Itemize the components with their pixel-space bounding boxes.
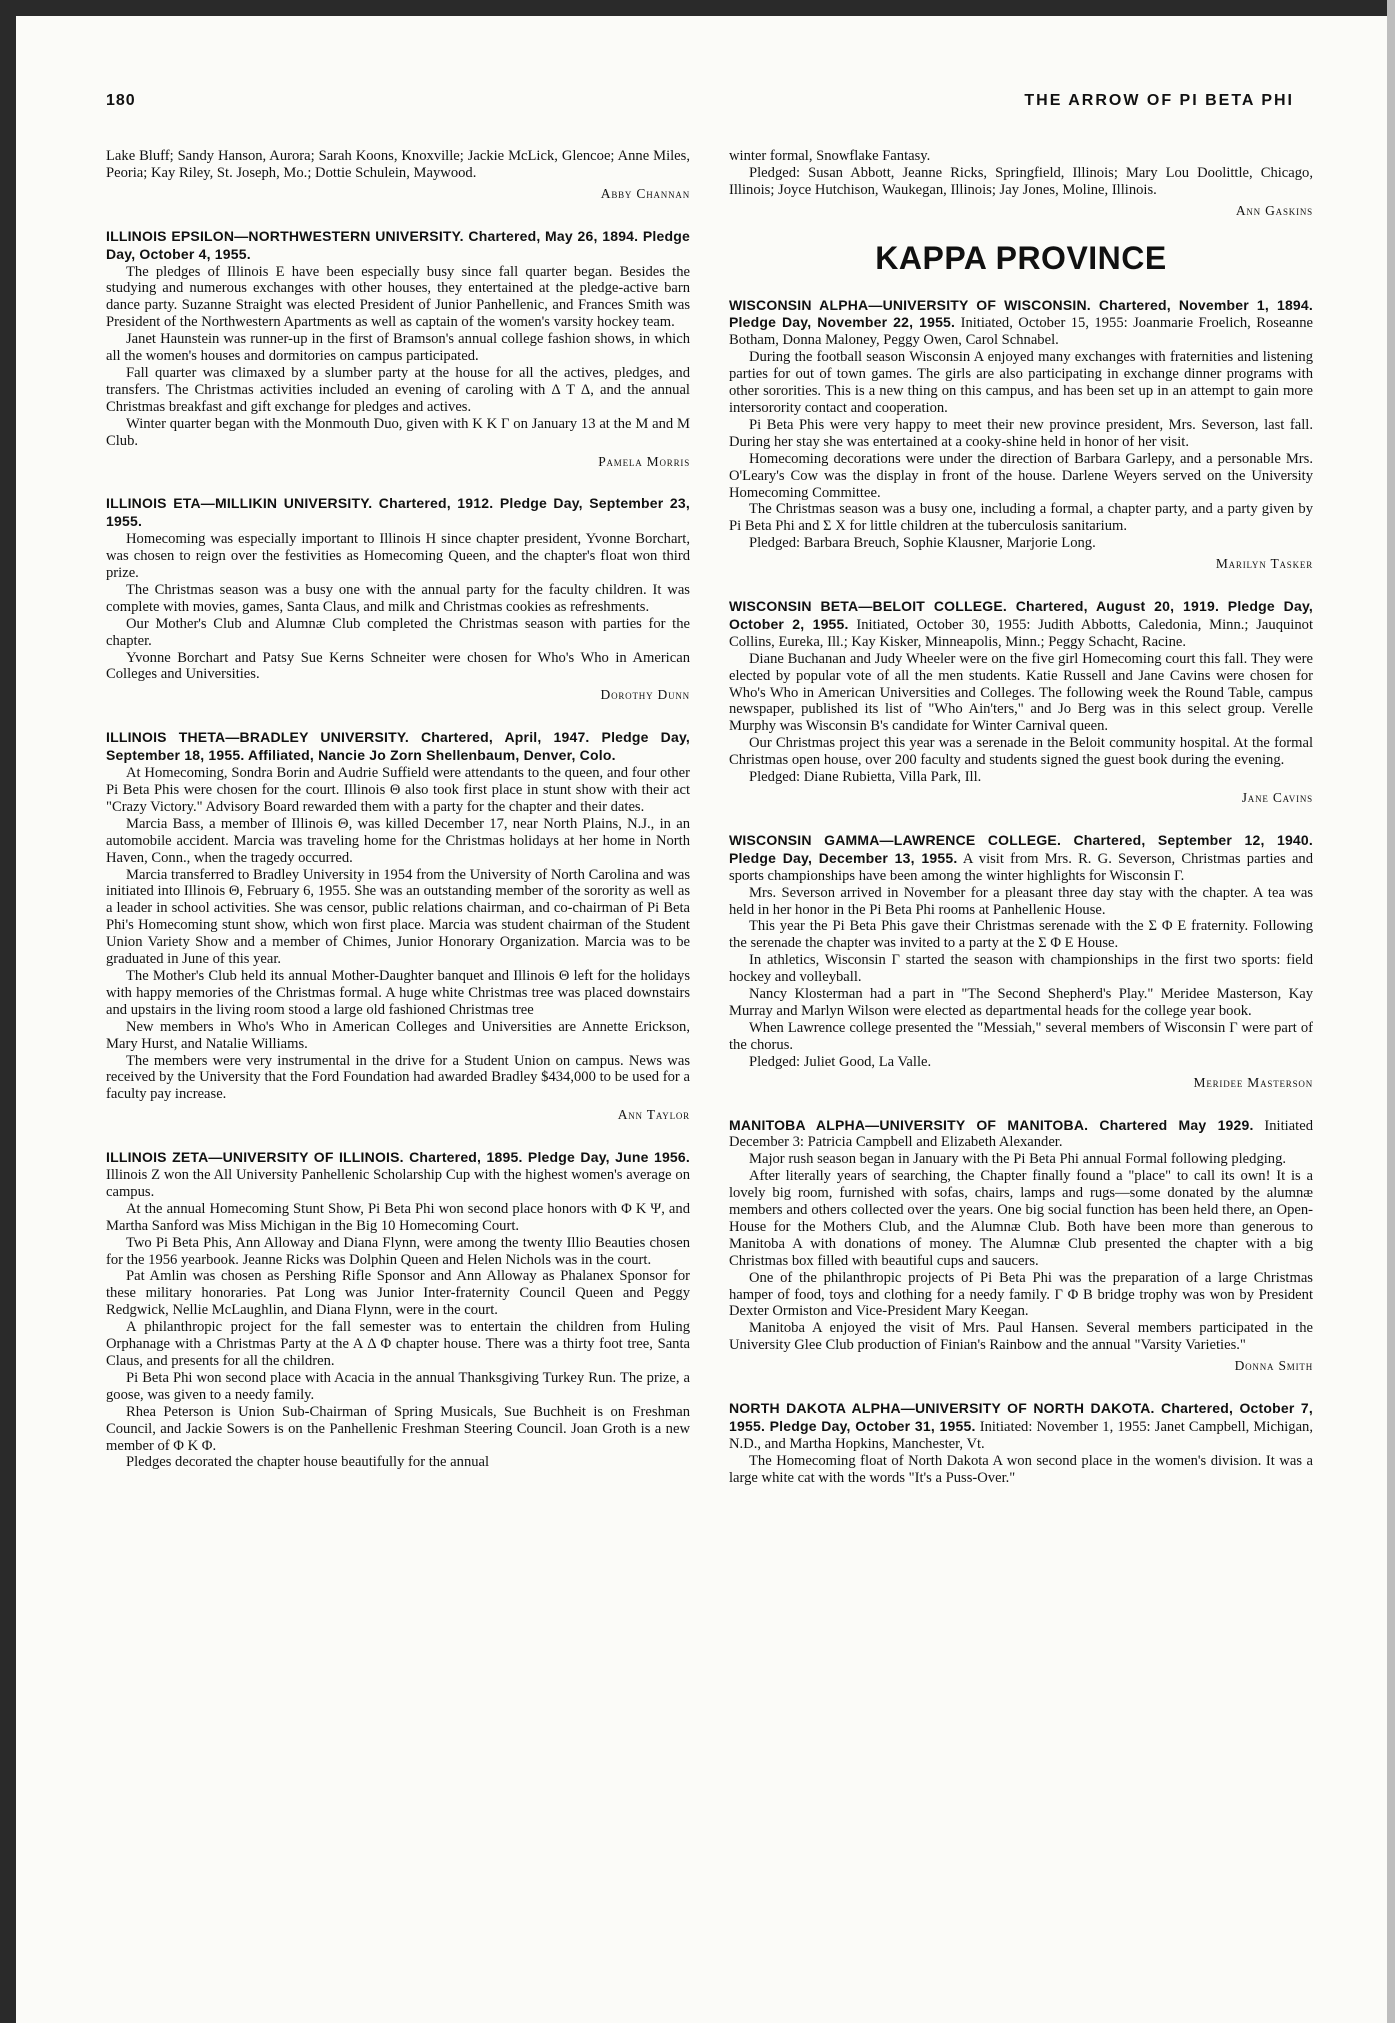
chapter-signature: Donna Smith	[1234, 1358, 1313, 1374]
chapter-paragraph: One of the philanthropic projects of Pi Beta Phi was the preparation of a large Christmas hamper of food, toys and clothing for a needy family. Γ Φ B bridge trophy was won by President Dexter Ormiston and Vice-President Mary Keegan.	[729, 1269, 1313, 1320]
chapter-manitoba-alpha	[729, 1117, 1313, 1376]
chapter-paragraph: Marcia transferred to Bradley University in 1954 from the University of North Carolina and was initiated into Illinois Θ, February 6, 1955. She was an outstanding member of the sorority as well as a leader in school activities. She was censor, public relations chairman, and co-chairman of Pi Beta Phi's Homecoming stunt show, which won first place. Marcia was student chairman of the Student Union Variety Show and a member of Chimes, Junior Honorary Organization. Marcia was to be graduated in June of this year.	[106, 866, 690, 968]
chapter-signature: Dorothy Dunn	[600, 687, 690, 703]
chapter-paragraph: Manitoba A enjoyed the visit of Mrs. Paul Hansen. Several members participated in the University Glee Club production of Finian's Rainbow and the annual "Varsity Varieties."	[729, 1320, 1313, 1354]
chapter-signature: Marilyn Tasker	[1215, 556, 1313, 572]
chapter-paragraph: Marcia Bass, a member of Illinois Θ, was killed December 17, near North Plains, N.J., in an automobile accident. Marcia was traveling home for the Christmas holidays at her home in North Haven, Conn., when the tragedy occurred.	[106, 815, 690, 866]
chapter-paragraph: Our Mother's Club and Alumnæ Club completed the Christmas season with parties for the chapter.	[106, 615, 690, 649]
chapter-heading: WISCONSIN BETA—BELOIT COLLEGE. Chartered, August 20, 1919. Pledge Day, October 2, 1955. Initiated, October 30, 1955: Judith Abbotts, Caledonia, Minn.; Jauquinot Collins, Eureka, Ill.; Kay Kisker, Minneapolis, Minn.; Peggy Schacht, Racine.	[729, 598, 1313, 650]
chapter-heading: MANITOBA ALPHA—UNIVERSITY OF MANITOBA. Chartered May 1929. Initiated December 3: Patricia Campbell and Elizabeth Alexander.	[729, 1116, 1313, 1151]
chapter-illinois-theta	[106, 729, 690, 1124]
chapter-illinois-epsilon	[106, 228, 690, 471]
chapter-paragraph: During the football season Wisconsin A enjoyed many exchanges with fraternities and listening parties for out of town games. The girls are also participating in exchange dinner programs with other sororities. This is a new thing on this campus, and has been set up in an attempt to gain more intersorority contact and cooperation.	[729, 349, 1313, 416]
chapter-wisconsin-alpha	[729, 297, 1313, 574]
chapter-heading: ILLINOIS ETA—MILLIKIN UNIVERSITY. Chartered, 1912. Pledge Day, September 23, 1955.	[106, 495, 690, 530]
chapter-paragraph: At Homecoming, Sondra Borin and Audrie Suffield were attendants to the queen, and four other Pi Beta Phis were chosen for the court. Illinois Θ also took first place in stunt show with their act "Crazy Victory." Advisory Board rewarded them with a party for the chapter and their dates.	[106, 765, 690, 815]
chapter-heading: WISCONSIN GAMMA—LAWRENCE COLLEGE. Chartered, September 12, 1940. Pledge Day, December 13, 1955. A visit from Mrs. R. G. Severson, Christmas parties and sports championships have been among the winter highlights for Wisconsin Γ.	[729, 831, 1313, 884]
chapter-paragraph: This year the Pi Beta Phis gave their Christmas serenade with the Σ Φ E fraternity. Following the serenade the chapter was invited to a party at the Σ Φ E House.	[729, 918, 1313, 952]
chapter-paragraph: The members were very instrumental in the drive for a Student Union on campus. News was received by the University that the Ford Foundation had awarded Bradley $434,000 to be used for a faculty pay increase.	[106, 1052, 690, 1103]
left-column	[106, 148, 690, 1471]
chapter-paragraph: At the annual Homecoming Stunt Show, Pi Beta Phi won second place honors with Φ K Ψ, and Martha Sanford was Miss Michigan in the Big 10 Homecoming Court.	[106, 1200, 690, 1234]
left-intro-signature: Abby Channan	[600, 185, 690, 201]
publication-title: THE ARROW OF PI BETA PHI	[1024, 92, 1294, 109]
chapter-paragraph: Homecoming was especially important to Illinois H since chapter president, Yvonne Borchart, was chosen to reign over the festivities as Homecoming Queen, and the chapter's float won third prize.	[106, 531, 690, 582]
chapter-paragraph: Nancy Klosterman had a part in "The Second Shepherd's Play." Meridee Masterson, Kay Murray and Marlyn Wilson were elected as departmental heads for the college year book.	[729, 986, 1313, 1019]
chapter-paragraph: Winter quarter began with the Monmouth Duo, given with K K Γ on January 13 at the M and M Club.	[106, 415, 690, 449]
chapter-paragraph: The Christmas season was a busy one, including a formal, a chapter party, and a party given by Pi Beta Phi and Σ X for little children at the tuberculosis sanitarium.	[729, 501, 1313, 535]
chapter-paragraph: Fall quarter was climaxed by a slumber party at the house for all the actives, pledges, and transfers. The Christmas activities included an evening of caroling with Δ T Δ, and the annual Christmas breakfast and gift exchange for pledges and actives.	[106, 364, 690, 415]
chapter-paragraph: Pledged: Barbara Breuch, Sophie Klausner, Marjorie Long.	[749, 535, 1096, 552]
right-intro-pledged: Pledged: Susan Abbott, Jeanne Ricks, Springfield, Illinois; Mary Lou Doolittle, Chicago, Illinois; Joyce Hutchison, Waukegan, Illinois; Jay Jones, Moline, Illinois.	[729, 164, 1313, 198]
chapter-paragraph: Janet Haunstein was runner-up in the first of Bramson's annual college fashion shows, in which all the women's houses and dormitories on campus participated.	[106, 331, 690, 365]
scan-border-left	[0, 0, 16, 2023]
chapter-heading: ILLINOIS THETA—BRADLEY UNIVERSITY. Chartered, April, 1947. Pledge Day, September 18, 1955. Affiliated, Nancie Jo Zorn Shellenbaum, Denver, Colo.	[106, 729, 690, 764]
chapter-paragraph: Major rush season began in January with the Pi Beta Phi annual Formal following pledging.	[749, 1151, 1287, 1168]
chapter-paragraph: The Christmas season was a busy one with the annual party for the faculty children. It was complete with movies, games, Santa Claus, and milk and Christmas cookies as refreshments.	[106, 581, 690, 615]
right-intro: winter formal, Snowflake Fantasy.	[729, 148, 931, 164]
chapter-paragraph: Pi Beta Phi won second place with Acacia in the annual Thanksgiving Turkey Run. The prize, a goose, was given to a needy family.	[106, 1369, 690, 1403]
chapter-paragraph: In athletics, Wisconsin Γ started the season with championships in the first two sports: field hockey and volleyball.	[729, 952, 1313, 986]
chapter-illinois-eta	[106, 495, 690, 704]
page-number: 180	[106, 92, 136, 109]
chapter-heading: ILLINOIS ZETA—UNIVERSITY OF ILLINOIS. Chartered, 1895. Pledge Day, June 1956. Illinois Z won the All University Panhellenic Scholarship Cup with the highest women's average on campus.	[106, 1149, 690, 1200]
chapter-paragraph: Pat Amlin was chosen as Pershing Rifle Sponsor and Ann Alloway as Phalanex Sponsor for these military honoraries. Pat Long was Junior Inter-fraternity Council Queen and Peggy Redgwick, Nellie McLaughlin, and Diana Flynn, were in the court.	[106, 1268, 690, 1319]
chapter-paragraph: Pi Beta Phis were very happy to meet their new province president, Mrs. Severson, last fall. During her stay she was entertained at a cooky-shine held in honor of her visit.	[729, 416, 1313, 450]
chapter-paragraph: Our Christmas project this year was a serenade in the Beloit community hospital. At the formal Christmas open house, over 200 faculty and students signed the guest book during the evening.	[729, 735, 1313, 769]
scan-border-right	[1387, 0, 1395, 2023]
chapter-heading: NORTH DAKOTA ALPHA—UNIVERSITY OF NORTH DAKOTA. Chartered, October 7, 1955. Pledge Day, October 31, 1955. Initiated: November 1, 1955: Janet Campbell, Michigan, N.D., and Martha Hopkins, Manchester, Vt.	[729, 1400, 1314, 1452]
chapter-paragraph: Homecoming decorations were under the direction of Barbara Garlepy, and a personable Mrs. O'Leary's Cow was the display in front of the house. Darlene Weyers served on the University Homecoming Committee.	[729, 450, 1313, 501]
running-header	[106, 92, 1294, 116]
chapter-heading: WISCONSIN ALPHA—UNIVERSITY OF WISCONSIN. Chartered, November 1, 1894. Pledge Day, November 22, 1955. Initiated, October 15, 1955: Joanmarie Froelich, Roseanne Botham, Donna Maloney, Peggy Owen, Carol Schnabel.	[729, 296, 1313, 349]
chapter-wisconsin-gamma	[729, 832, 1313, 1092]
left-intro: Lake Bluff; Sandy Hanson, Aurora; Sarah Koons, Knoxville; Jackie McLick, Glencoe; Anne Miles, Peoria; Kay Riley, St. Joseph, Mo.; Dottie Schulein, Maywood.	[106, 148, 690, 181]
chapter-north-dakota-alpha	[729, 1400, 1313, 1487]
scan-border-top	[0, 0, 1395, 16]
chapter-paragraph: After literally years of searching, the Chapter finally found a "place" to call its own! It is a lovely big room, furnished with sofas, chairs, lamps and rugs—some donated by the alumnæ members and others collected over the years. One big social function has been held there, an Open-House for the Mothers Club, and the Alumnæ Club. Both have been more than generous to Manitoba A with donations of money. The Alumnæ Club presented the chapter with a big Christmas box filled with beautiful cups and saucers.	[729, 1168, 1313, 1269]
chapter-heading: ILLINOIS EPSILON—NORTHWESTERN UNIVERSITY. Chartered, May 26, 1894. Pledge Day, October 4, 1955.	[106, 227, 690, 262]
right-column	[729, 148, 1313, 1487]
chapter-paragraph: When Lawrence college presented the "Messiah," several members of Wisconsin Γ were part of the chorus.	[729, 1019, 1313, 1053]
chapter-paragraph: Rhea Peterson is Union Sub-Chairman of Spring Musicals, Sue Buchheit is on Freshman Council, and Jackie Sowers is on the Panhellenic Freshman Steering Council. Joan Groth is a new member of Φ K Φ.	[106, 1403, 690, 1454]
chapter-wisconsin-beta	[729, 598, 1313, 807]
chapter-paragraph: Mrs. Severson arrived in November for a pleasant three day stay with the chapter. A tea was held in her honor in the Pi Beta Phi rooms at Panhellenic House.	[729, 884, 1313, 918]
chapter-signature: Meridee Masterson	[1193, 1074, 1313, 1090]
chapter-paragraph: The Mother's Club held its annual Mother-Daughter banquet and Illinois Θ left for the holidays with happy memories of the Christmas formal. A huge white Christmas tree was placed downstairs and upstairs in the living room stood a large old fashioned Christmas tree	[106, 967, 690, 1018]
chapter-paragraph: Pledged: Diane Rubietta, Villa Park, Ill.	[749, 769, 982, 786]
chapter-paragraph: The pledges of Illinois E have been especially busy since fall quarter began. Besides the studying and numerous exchanges with other houses, they entertained at the pledge-active barn dance party. Suzanne Straight was elected President of Junior Panhellenic, and Frances Smith was President of the Northwestern Apartments as well as captain of the women's varsity hockey team.	[106, 263, 690, 331]
chapter-paragraph: Pledged: Juliet Good, La Valle.	[749, 1053, 932, 1070]
province-title: KAPPA PROVINCE	[875, 239, 1167, 276]
chapter-paragraph: Two Pi Beta Phis, Ann Alloway and Diana Flynn, were among the twenty Illio Beauties chosen for the 1956 yearbook. Jeanne Ricks was Dolphin Queen and Helen Nichols was in the court.	[106, 1234, 690, 1268]
chapter-signature: Pamela Morris	[598, 453, 690, 469]
chapter-paragraph: Pledges decorated the chapter house beautifully for the annual	[126, 1454, 490, 1471]
chapter-paragraph: The Homecoming float of North Dakota A won second place in the women's division. It was a large white cat with the words "It's a Puss-Over."	[729, 1452, 1313, 1486]
chapter-signature: Jane Cavins	[1241, 790, 1313, 805]
chapter-signature: Ann Taylor	[617, 1107, 690, 1123]
chapter-illinois-zeta	[106, 1149, 690, 1471]
chapter-paragraph: Yvonne Borchart and Patsy Sue Kerns Schneiter were chosen for Who's Who in American Colleges and Universities.	[106, 649, 690, 683]
right-intro-signature: Ann Gaskins	[1235, 202, 1313, 218]
chapter-paragraph: Diane Buchanan and Judy Wheeler were on the five girl Homecoming court this fall. They were elected by popular vote of all the men students. Katie Russell and Jane Cavins were chosen for Who's Who in American Universities and Colleges. The following week the Round Table, campus newspaper, published its list of "Who Ain'ters," and Jo Berg was in this select group. Verelle Murphy was Wisconsin B's candidate for Winter Carnival queen.	[729, 650, 1313, 735]
chapter-paragraph: New members in Who's Who in American Colleges and Universities are Annette Erickson, Mary Hurst, and Natalie Williams.	[106, 1018, 690, 1052]
chapter-paragraph: A philanthropic project for the fall semester was to entertain the children from Huling Orphanage with a Christmas Party at the A Δ Φ chapter house. There was a thirty foot tree, Santa Claus, and presents for all the children.	[106, 1319, 690, 1369]
